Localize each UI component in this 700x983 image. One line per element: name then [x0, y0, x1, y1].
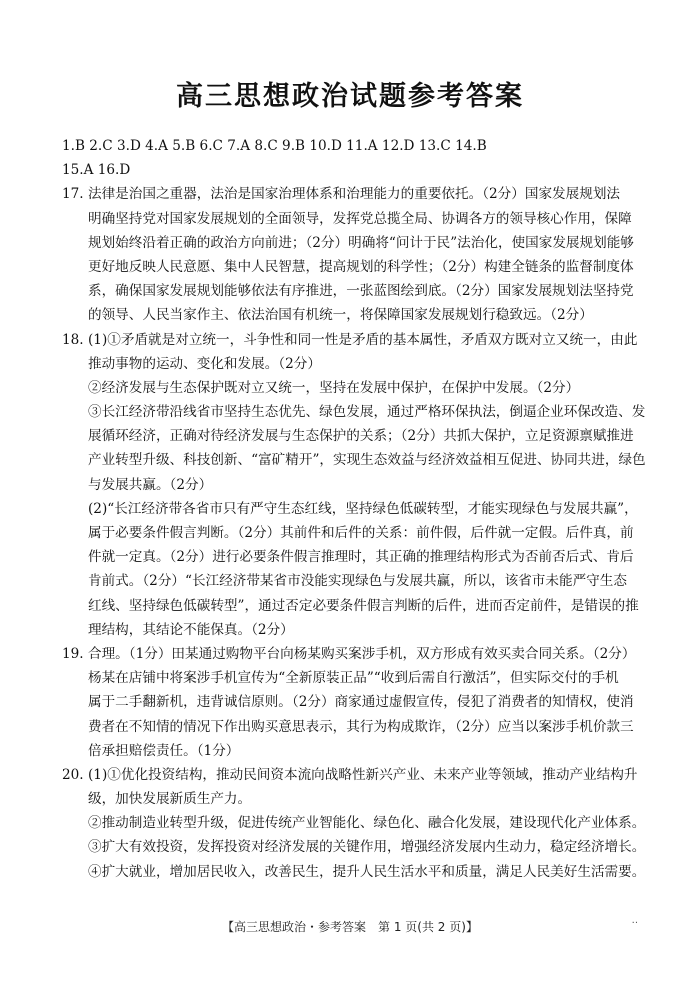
question-number: 18.	[62, 331, 84, 348]
answer-line: 与发展共赢。（2分）	[88, 476, 213, 493]
answer-line: (1)①优化投资结构，推动民间资本流向战略性新兴产业、未来产业等领域，推动产业结构升	[88, 766, 638, 783]
question-20	[62, 763, 646, 884]
answer-line: 展循环经济，正确对待经济发展与生态保护的关系；（2分）共抓大保护，立足资源禀赋推进	[88, 428, 634, 445]
answer-line: ②经济发展与生态保护既对立又统一，坚持在发展中保护，在保护中发展。（2分）	[88, 379, 580, 396]
question-19	[62, 642, 646, 763]
answer-line: 倍承担赔偿责任。（1分）	[88, 742, 240, 759]
answer-line: 级，加快发展新质生产力。	[88, 791, 252, 808]
answer-line: 产业转型升级、科技创新、“富矿精开”，实现生态效益与经济效益相互促进、协同共进，绿色	[88, 452, 646, 469]
answer-line: ②推动制造业转型升级，促进传统产业智能化、绿色化、融合化发展，建设现代化产业体系。	[88, 815, 646, 832]
answer-line: 红线、坚持绿色低碳转型”，通过否定必要条件假言判断的后件，进而否定前件，是错误的推	[88, 597, 639, 614]
answer-line: 费者在不知情的情况下作出购买意思表示，其行为构成欺诈，（2分）应当以案涉手机价款三	[88, 718, 634, 735]
answer-line: 肯前式。（2分）“长江经济带某省市没能实现绿色与发展共赢，所以，该省市未能严守生态	[88, 573, 627, 590]
answer-line: 明确坚持党对国家发展规划的全面领导，发挥党总揽全局、协调各方的领导核心作用，保障	[88, 210, 632, 227]
page-title: 高三思想政治试题参考答案	[176, 81, 524, 112]
answer-line: 件就一定真。（2分）进行必要条件假言推理时，其正确的推理结构形式为否前否后式、肯后	[88, 549, 634, 566]
answer-line: 系，确保国家发展规划能够依法有序推进，一张蓝图绘到底。（2分）国家发展规划法坚持党	[88, 283, 634, 300]
answer-line: 推动事物的运动、变化和发展。（2分）	[88, 355, 321, 372]
answer-line: ④扩大就业，增加居民收入，改善民生，提升人民生活水平和质量，满足人民美好生活需要。	[88, 863, 646, 880]
footer-mark: ··	[631, 918, 638, 929]
footer-text: 【高三思想政治・参考答案 第 1 页(共 2 页)】	[222, 920, 478, 934]
answer-line: ③扩大有效投资，发挥投资对经济发展的关键作用，增强经济发展内生动力，稳定经济增长。	[88, 839, 646, 856]
answer-content	[62, 134, 646, 884]
answer-line: (1)①矛盾就是对立统一，斗争性和同一性是矛盾的基本属性，矛盾双方既对立又统一，由此	[88, 331, 638, 348]
page-footer	[0, 918, 700, 935]
answer-line: 更好地反映人民意愿、集中人民智慧，提高规划的科学性；（2分）构建全链条的监督制度体	[88, 258, 634, 275]
question-number: 20.	[62, 766, 84, 783]
answer-line: ③长江经济带沿线省市坚持生态优先、绿色发展，通过严格环保执法，倒逼企业环保改造、发	[88, 404, 646, 421]
question-17	[62, 182, 646, 327]
answer-line: 规划始终沿着正确的政治方向前进；（2分）明确将“问计于民”法治化，使国家发展规划能够	[88, 234, 634, 251]
answer-line: 属于二手翻新机，违背诚信原则。（2分）商家通过虚假宣传，侵犯了消费者的知情权，使消	[88, 694, 634, 711]
question-18	[62, 328, 646, 642]
answer-line: 杨某在店铺中将案涉手机宣传为“全新原装正品”“收到后需自行激活”，但实际交付的手机	[88, 670, 619, 687]
question-number: 17.	[62, 186, 84, 203]
question-number: 19.	[62, 645, 84, 662]
answer-line: 的领导、人民当家作主、依法治国有机统一，将保障国家发展规划行稳致远。（2分）	[88, 307, 593, 324]
answer-line: 合理。（1分）田某通过购物平台向杨某购买案涉手机，双方形成有效买卖合同关系。（2分）	[88, 645, 636, 662]
multiple-choice-answers-line-2: 15.A 16.D	[62, 162, 131, 179]
answer-line: 理结构，其结论不能保真。（2分）	[88, 621, 294, 638]
multiple-choice-answers-line-1: 1.B 2.C 3.D 4.A 5.B 6.C 7.A 8.C 9.B 10.D 11.A 12.D 13.C 14.B	[62, 138, 487, 154]
answer-line: 法律是治国之重器，法治是国家治理体系和治理能力的重要依托。（2分）国家发展规划法	[88, 186, 621, 203]
answer-line: (2)“长江经济带各省市只有严守生态红线，坚持绿色低碳转型，才能实现绿色与发展共赢”，	[88, 500, 638, 517]
answer-line: 属于必要条件假言判断。（2分）其前件和后件的关系：前件假，后件就一定假。后件真，前	[88, 525, 634, 541]
